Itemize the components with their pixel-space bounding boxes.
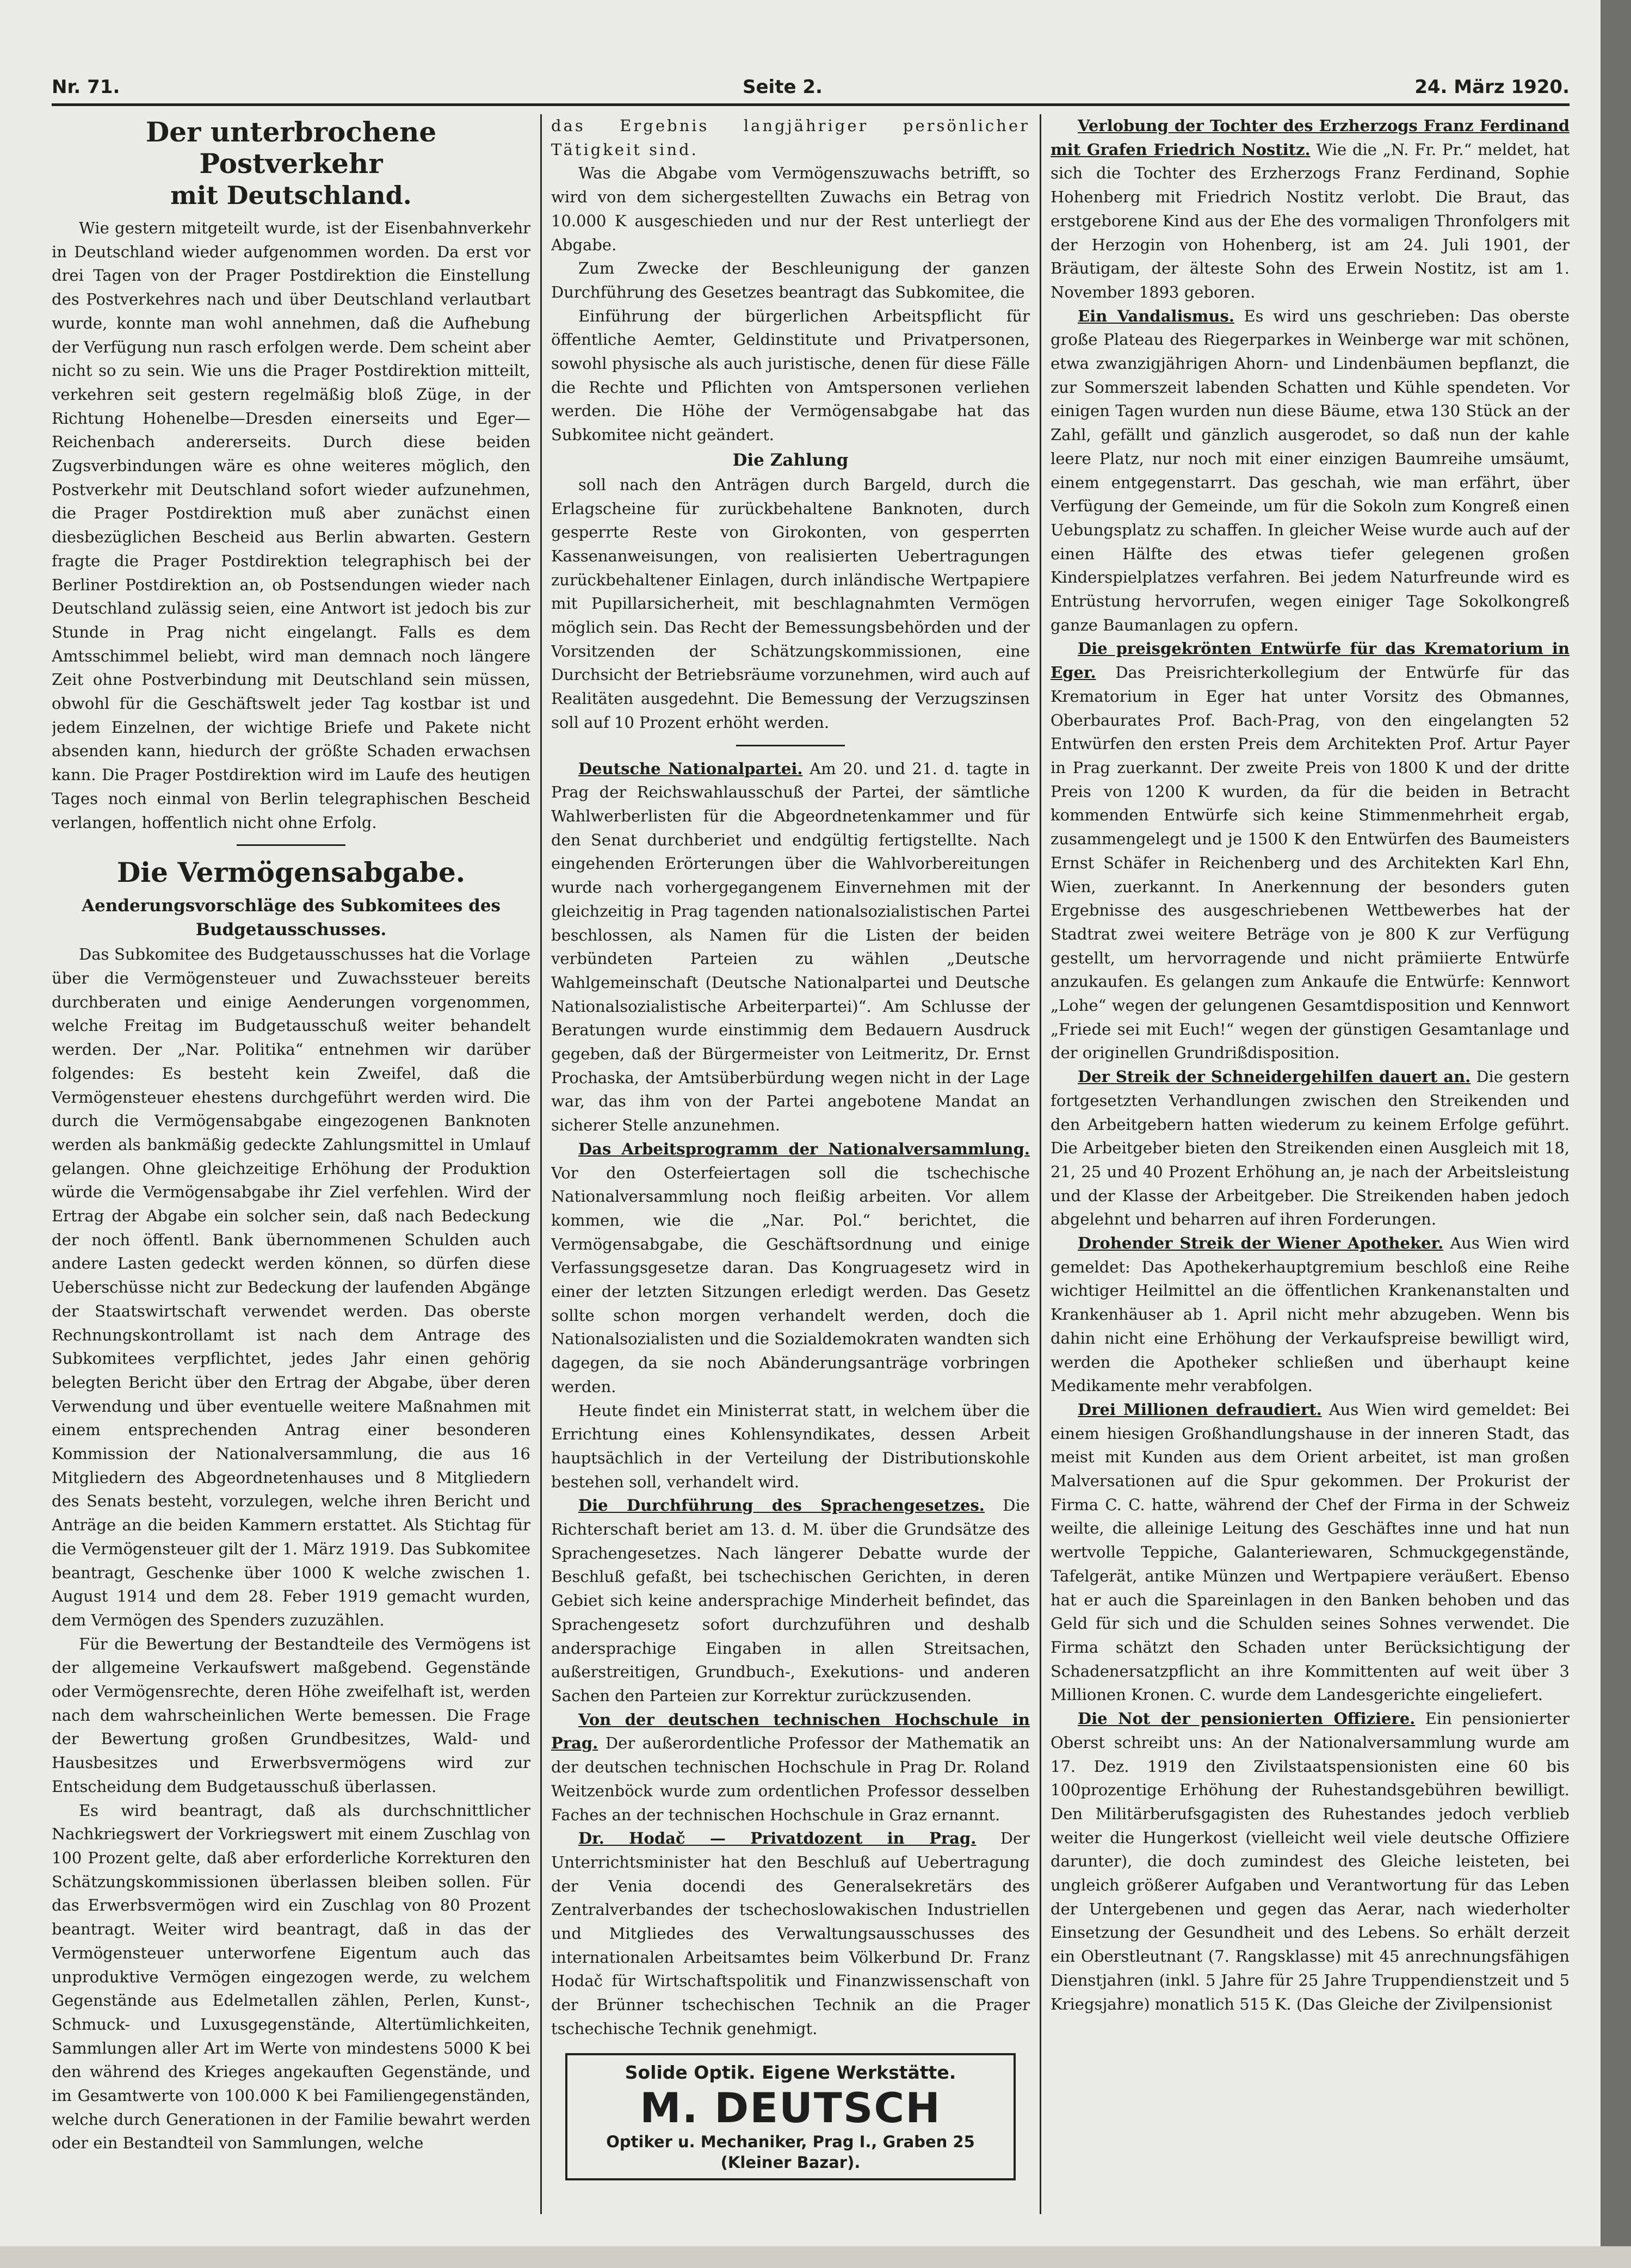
news-item-lead: Die Not der pensionierten Offiziere. xyxy=(1078,1709,1416,1728)
news-item xyxy=(1051,114,1570,305)
scan-edge-bottom xyxy=(0,2246,1631,2268)
article-subheading xyxy=(52,894,530,942)
article-paragraph: Das Subkomitee des Budgetausschusses hat die Vorlage über die Vermögensteuer und Zuwachssteuer bereits durchberaten und einige Aenderungen vorgenommen, welche Freitag im Budgetausschuß weiter behandelt werden. Der „Nar. Politika“ entnehmen wir darüber folgendes: Es besteht kein Zweifel, daß die Vermögensteuer ehestens durchgeführt werden wird. Die durch die Vermögensabgabe eingezogenen Banknoten werden als bankmäßig gedeckte Zahlungsmittel in Umlauf gelangen. Ohne gleichzeitige Erhöhung der Produktion würde die Vermögensabgabe ihr Ziel verfehlen. Wird der Ertrag der Abgabe ein solcher sein, daß nach Bedeckung der noch öffentl. Bank übernommenen Schulden auch andere Lasten gedeckt werden können, so dürfen diese Ueberschüsse nicht zur Bedeckung der laufenden Abgänge der Staatswirtschaft verwendet werden. Das oberste Rechnungskontrollamt ist nach dem Antrage des Subkomitees verpflichtet, jedes Jahr einen gehörig belegten Bericht über den Ertrag der Abgabe, über deren Verwendung und über eventuelle weitere Maßnahmen mit einem entsprechenden Antrag einer besonderen Kommission der Nationalversammlung, die aus 16 Mitgliedern des Abgeordnetenhauses und 8 Mitgliedern des Senats besteht, vorzulegen, welche ihren Bericht und Anträge an die beiden Kammern erstattet. Als Stichtag für die Vermögensteuer gilt der 1. März 1919. Das Subkomitee beantragt, Geschenke über 1000 K welche zwischen 1. August 1914 und dem 28. Feber 1919 gemacht wurden, dem Vermögen des Spenders zuzuzählen. xyxy=(52,945,530,1629)
news-item xyxy=(551,1494,1030,1708)
news-item-body: Wie die „N. Fr. Pr.“ meldet, hat sich die Tochter des Erzherzogs Franz Ferdinand, Sophie Hohenberg mit Friedrich Nostitz verlobt. Die Braut, das erstgeborene Kind aus der Ehe des vormaligen Thronfolgers mit der Herzogin von Hohenberg, ist am 24. Juli 1901, der Bräutigam, der älteste Sohn des Erwein Nostitz, ist am 1. November 1893 geboren. xyxy=(1051,140,1570,301)
news-item xyxy=(1051,1065,1570,1232)
news-item-body: Die gestern fortgesetzten Verhandlungen zwischen den Streikenden und den Arbeitgebern hatten wiederum zu keinem Erfolge geführt. Die Arbeitgeber bieten den Streikenden einen Ausgleich mit 18, 21, 25 und 40 Prozent Erhöhung an, je nach der Arbeitsleistung und der Klasse der Arbeitgeber. Die Streikenden haben jedoch abgelehnt und beharren auf ihren Forderungen. xyxy=(1051,1067,1570,1229)
news-item-lead: Die Durchführung des Sprachengesetzes. xyxy=(578,1496,985,1515)
column-3 xyxy=(1051,114,1570,2220)
news-item-lead: Die preisgekrönten Entwürfe für das Krematorium in Eger. xyxy=(1051,639,1570,682)
news-item-body: Der Unterrichtsminister hat den Beschluß auf Uebertragung der Venia docendi des Generalsekretärs des Zentralverbandes der tschechoslowakischen Industriellen und Mitgliedes des Verwaltungsausschusses des internationalen Arbeitsamtes beim Völkerbund Dr. Franz Hodač für Wirtschaftspolitik und Finanzwissenschaft von der Brünner tschechischen Technik an die Prager tschechische Technik genehmigt. xyxy=(551,1829,1030,2038)
news-item-lead: Dr. Hodač — Privatdozent in Prag. xyxy=(578,1829,977,1848)
news-item-body: Am 20. und 21. d. tagte in Prag der Reichswahlausschuß der Partei, der sämtliche Wahlwerberlisten für die Abgeordnetenkammer und für den Senat durchberiet und endgültig fertigstellte. Nach eingehenden Erörterungen über die Wahlvorbereitungen wurde nach vorhergegangenem Einvernehmen mit der gleichzeitig in Prag tagenden nationalsozialistischen Partei beschlossen, als Namen für die Listen der beiden verbündeten Parteien zu wählen „Deutsche Wahlgemeinschaft (Deutsche Nationalpartei und Deutsche Nationalsozialistische Arbeiterpartei)“. Am Schlusse der Beratungen wurde einstimmig dem Bedauern Ausdruck gegeben, daß der Bürgermeister von Leitmeritz, Dr. Ernst Prochaska, der Amtsüberbürdung wegen nicht in der Lage war, das ihm von der Partei angebotene Mandat an sicherer Stelle anzunehmen. xyxy=(551,759,1030,1135)
news-item-lead: Von der deutschen technischen Hochschule in Prag. xyxy=(551,1710,1030,1753)
page-number: Seite 2. xyxy=(743,76,823,98)
column-2 xyxy=(551,114,1030,2220)
column-rule xyxy=(540,114,542,2214)
news-item xyxy=(1051,1232,1570,1398)
article-paragraph: Es wird beantragt, daß als durchschnittlicher Nachkriegswert der Vorkriegswert mit einem Zuschlag von 100 Prozent gelte, daß aber erforderliche Korrekturen den Schätzungskommissionen überlassen bleiben sollen. Für das Erwerbsvermögen wird ein Zuschlag von 80 Prozent beantragt. Weiter wird beantragt, daß in das der Vermögensteuer unterworfene Eigentum auch das unproduktive Vermögen eingezogen werde, zu welchem Gegenstände aus Edelmetallen zählen, Perlen, Kunst-, Schmuck- und Luxusgegenstände, Altertümlichkeiten, Sammlungen aller Art im Werte von mindestens 5000 K bei den während des Krieges angekauften Gegenstände, und im Gesamtwerte von 100.000 K bei Familiengegenständen, welche durch Generationen in der Familie bewahrt werden oder ein Bestandteil von Sammlungen, welche xyxy=(52,1801,530,2153)
subheading-line: Budgetausschusses. xyxy=(195,920,387,940)
column-rule xyxy=(1040,114,1041,2214)
news-item-body: Aus Wien wird gemeldet: Bei einem hiesigen Großhandlungshause in der inneren Stadt, das meist mit Kunden aus dem Orient arbeitet, ist man großen Malversationen auf die Spur gekommen. Der Prokurist der Firma C. C. hatte, während der Chef der Firma in der Schweiz weilte, die alleinige Leitung des Geschäftes inne und hat nun wertvolle Teppiche, Galanteriewaren, Schmuckgegenstände, Tafelgerät, antike Münzen und Wertpapiere veräußert. Ebenso hat er auch die Spareinlagen in den Banken behoben und das Geld für sich und die Schulden seines Sohnes verwendet. Die Firma schätzt den Schaden unter Berücksichtigung der Schadenersatzpflicht an ihre Kommittenten auf weit über 3 Millionen Kronen. C. wurde dem Landesgerichte eingeliefert. xyxy=(1051,1400,1570,1704)
news-item-body: Vor den Osterfeiertagen soll die tschechische Nationalversammlung noch fleißig arbeiten. Vor allem kommen, wie die „Nar. Pol.“ berichtet, die Vermögensabgabe, die Geschäftsordnung und einige Verfassungsgesetze daran. Das Kongruagesetz wird in einer der letzten Sitzungen erledigt werden. Das Gesetz sollte schon morgen verhandelt werden, doch die Nationalsozialisten und die Sozialdemokraten wandten sich dagegen, da sie noch Abänderungsanträge vorbringen werden. xyxy=(551,1163,1030,1396)
article-paragraph: Wie gestern mitgeteilt wurde, ist der Eisenbahnverkehr in Deutschland wieder aufgenommen worden. Da erst vor drei Tagen von der Prager Postdirektion die Einstellung des Postverkehres nach und über Deutschland verlautbart wurde, konnte man wohl annehmen, daß die Aufhebung der Verfügung nun rasch erfolgen werde. Dem scheint aber nicht so zu sein. Wie uns die Prager Postdirektion mitteilt, verkehren seit gestern regelmäßig bloß Züge, in der Richtung Hohenelbe—Dresden einerseits und Eger—Reichenbach andererseits. Durch diese beiden Zugsverbindungen wäre es ohne weiteres möglich, den Postverkehr mit Deutschland sofort wieder aufzunehmen, die Prager Postdirektion muß aber zunächst einen diesbezüglichen Bescheid aus Berlin abwarten. Gestern fragte die Prager Postdirektion telegraphisch bei der Berliner Postdirektion an, ob Postsendungen wieder nach Deutschland zulässig seien, eine Antwort ist jedoch bis zur Stunde in Prag nicht eingelangt. Falls es dem Amtsschimmel beliebt, wird man demnach noch längere Zeit ohne Postverbindung mit Deutschland sein müssen, obwohl für die Geschäftswelt jeder Tag kostbar ist und jedem Einzelnen, der wichtige Briefe und Pakete nicht absenden kann, hiedurch der größte Schaden erwachsen kann. Die Prager Postdirektion wird im Laufe des heutigen Tages noch einmal von Berlin telegraphischen Bescheid verlangen, hoffentlich nicht ohne Erfolg. xyxy=(52,219,530,832)
ad-tagline: Solide Optik. Eigene Werkstätte. xyxy=(625,2061,956,2083)
article-paragraph: Einführung der bürgerlichen Arbeitspflicht für öffentliche Aemter, Geldinstitute und Privatpersonen, sowohl physische als auch juristische, denen für diese Fälle die Rechte und Pflichten von Amtspersonen verliehen werden. Die Höhe der Vermögensabgabe hat das Subkomitee nicht geändert. xyxy=(551,306,1030,444)
headline-line: Der unterbrochene Postverkehr xyxy=(145,116,437,180)
article-headline xyxy=(52,116,530,211)
news-item-lead: Drei Millionen defraudiert. xyxy=(1078,1400,1322,1419)
issue-date: 24. März 1920. xyxy=(1414,76,1570,98)
ad-address-note: (Kleiner Bazar). xyxy=(720,2153,861,2172)
news-item-lead: Drohender Streik der Wiener Apotheker. xyxy=(1078,1234,1444,1253)
ad-address: Optiker u. Mechaniker, Prag I., Graben 25 xyxy=(606,2132,975,2151)
news-item xyxy=(551,1827,1030,2041)
headline-line: mit Deutschland. xyxy=(170,181,412,210)
news-item-lead: Das Arbeitsprogramm der Nationalversammlung. xyxy=(578,1139,1030,1158)
column-1 xyxy=(52,114,530,2220)
article-paragraph: Heute findet ein Ministerrat statt, in welchem über die Errichtung eines Kohlensyndikates, dessen Arbeit hauptsächlich in der Verteilung der Distributionskohle bestehen soll, verhandelt wird. xyxy=(551,1401,1030,1491)
article-subheading: Die Zahlung xyxy=(732,450,849,470)
news-item xyxy=(1051,637,1570,1065)
news-item-body: Das Preisrichterkollegium der Entwürfe für das Krematorium in Eger hat unter Vorsitz des Obmannes, Oberbaurates Prof. Bach-Prag, von den eingelangten 52 Entwürfen den ersten Preis dem Architekten Prof. Artur Payer in Prag zuerkannt. Der zweite Preis von 1800 K und der dritte Preis von 1200 K wurden, da für die beiden in Betracht kommenden Entwürfe sich keine Stimmenmehrheit ergab, zusammengelegt und je 1500 K den Entwürfen des Baumeisters Ernst Schäfer in Reichenberg und des Architekten Karl Ehn, Wien, zuerkannt. In Anerkennung der besonders guten Ergebnisse des ausgeschriebenen Wettbewerbes hat der Stadtrat zwei weitere Beträge von je 800 K zur Verfügung gestellt, um hervorragende und nicht prämiierte Entwürfe anzukaufen. Es gelangen zum Ankaufe die Entwürfe: Kennwort „Lohe“ wegen der gelungenen Gesamtdisposition und Kennwort „Friede sei mit Euch!“ wegen der günstigen Gesamtanlage und der originellen Grundrißdisposition. xyxy=(1051,663,1570,1062)
article-separator xyxy=(237,844,345,846)
article-headline: Die Vermögensabgabe. xyxy=(116,856,466,889)
ad-company-name: M. DEUTSCH xyxy=(640,2083,941,2132)
subheading-line: Aenderungsvorschläge des Subkomitees des xyxy=(81,896,501,916)
article-paragraph: Was die Abgabe vom Vermögenszuwachs betrifft, so wird von dem sichergestellten Zuwachs ein Betrag von 10.000 K ausgeschieden und nur der Rest unterliegt der Abgabe. xyxy=(551,164,1030,254)
article-paragraph: Zum Zwecke der Beschleunigung der ganzen Durchführung des Gesetzes beantragt das Subkomitee, die xyxy=(551,259,1030,301)
news-item xyxy=(551,1708,1030,1827)
news-item-body: Aus Wien wird gemeldet: Das Apothekerhauptgremium beschloß eine Reihe wichtiger Heilmittel an die öffentlichen Krankenanstalten und Krankenhäuser ab 1. April nicht mehr abzugeben. Wenn bis dahin nicht eine Erhöhung der Verkaufspreise bewilligt wird, werden die Apotheker schließen und überhaupt keine Medikamente mehr verabfolgen. xyxy=(1051,1234,1570,1395)
news-item xyxy=(1051,305,1570,638)
news-item-lead: Deutsche Nationalpartei. xyxy=(578,759,803,778)
article-separator xyxy=(736,745,845,746)
running-head xyxy=(52,76,1570,106)
article-paragraph: das Ergebnis langjähriger persönlicher Tätigkeit sind. xyxy=(551,116,1030,159)
news-item xyxy=(551,1138,1030,1399)
news-item xyxy=(1051,1398,1570,1707)
news-item-lead: Ein Vandalismus. xyxy=(1078,306,1234,325)
news-item-lead: Der Streik der Schneidergehilfen dauert an. xyxy=(1078,1067,1471,1086)
advertisement-optician xyxy=(565,2053,1016,2180)
article-paragraph: Für die Bewertung der Bestandteile des Vermögens ist der allgemeine Verkaufswert maßgebend. Gegenstände oder Vermögensrechte, deren Höhe zweifelhaft ist, werden nach dem wahrscheinlichen Werte bemessen. Die Frage der Bewertung großen Grundbesitzes, Wald- und Hausbesitzes und Erwerbsvermögens wird zur Entscheidung dem Budgetausschuß überlassen. xyxy=(52,1634,530,1796)
newspaper-page xyxy=(52,76,1570,2241)
news-item-body: Ein pensionierter Oberst schreibt uns: An der Nationalversammlung wurde am 17. Dez. 1919 den Zivilstaatspensionisten eine 60 bis 100prozentige Erhöhung der Ruhestandsgebühren bewilligt. Den Militärberufsgagisten des Ruhestandes jedoch verblieb weiter die Hungerkost (vielleicht weil viele deutsche Offiziere darunter), die doch zumindest des Gleiche leisteten, bei ungleich größerer Aufgaben und Verantwortung für das Leben der Untergebenen und gegen das Aerar, nach wiederholter Einsetzung der Gesundheit und des Lebens. So erhält derzeit ein Oberstleutnant (7. Rangsklasse) mit 45 anrechnungsfähigen Dienstjahren (inkl. 5 Jahre für 25 Jahre Truppendienstzeit und 5 Kriegsjahre) monatlich 515 K. (Das Gleiche der Zivilpensionist xyxy=(1051,1709,1570,2013)
issue-number: Nr. 71. xyxy=(52,76,120,98)
news-item-body: Die Richterschaft beriet am 13. d. M. über die Grundsätze des Sprachengesetzes. Nach längerer Debatte wurde der Beschluß gefaßt, bei tschechischen Gerichten, in deren Gebiet sich keine andersprachige Minderheit befindet, das Sprachengesetz sofort durchzuführen und deshalb andersprachige Eingaben in allen Streitsachen, außerstreitigen, Grundbuch-, Exekutions- und anderen Sachen den Parteien zur Korrektur zurückzusenden. xyxy=(551,1496,1030,1705)
news-item-body: Der außerordentliche Professor der Mathematik an der deutschen technischen Hochschule in Prag Dr. Roland Weitzenböck wurde zum ordentlichen Professor desselben Faches an der technischen Hochschule in Graz ernannt. xyxy=(551,1734,1030,1824)
news-item-body: Es wird uns geschrieben: Das oberste große Plateau des Riegerparkes in Weinberge war mit schönen, etwa zwanzigjährigen Ahorn- und Lindenbäumen bepflanzt, die zur Sommerszeit labenden Schatten und Kühle spendeten. Vor einigen Tagen wurden nun diese Bäume, etwa 130 Stück an der Zahl, gefällt und gänzlich ausgerodet, so daß nun der kahle leere Platz, nur noch mit einer einzigen Baumreihe umsäumt, einem entgegenstarrt. Das geschah, wie man erfährt, über Verfügung der Gemeinde, um für die Sokoln zum Kongreß einen Uebungsplatz zu schaffen. In gleicher Weise wurde auch auf der einen Hälfte des etwas tiefer gelegenen großen Kinderspielplatzes verfahren. Bei jedem Naturfreunde wird es Entrüstung hervorrufen, wegen einiger Tage Sokolkongreß ganze Baumanlagen zu opfern. xyxy=(1051,306,1570,634)
scan-edge-right xyxy=(1601,0,1631,2268)
news-item xyxy=(1051,1707,1570,2016)
news-item xyxy=(551,757,1030,1138)
article-paragraph: soll nach den Anträgen durch Bargeld, durch die Erlagscheine für zurückbehaltene Banknoten, durch gesperrte Reste von Girokonten, von gesperrten Kassenanweisungen, von realisierten Uebertragungen zurückbehaltener Einlagen, durch inländische Wertpapiere mit Pupillarsicherheit, mit beschlagnahmten Vermögen möglich sein. Das Recht der Bemessungsbehörden und der Vorsitzenden der Schätzungskommissionen, eine Durchsicht der Betriebsräume vorzunehmen, wird auch auf Realitäten ausgedehnt. Die Bemessung der Verzugszinsen soll auf 10 Prozent erhöht werden. xyxy=(551,475,1030,732)
news-item-lead: Verlobung der Tochter des Erzherzogs Franz Ferdinand mit Grafen Friedrich Nostitz. xyxy=(1051,116,1570,159)
